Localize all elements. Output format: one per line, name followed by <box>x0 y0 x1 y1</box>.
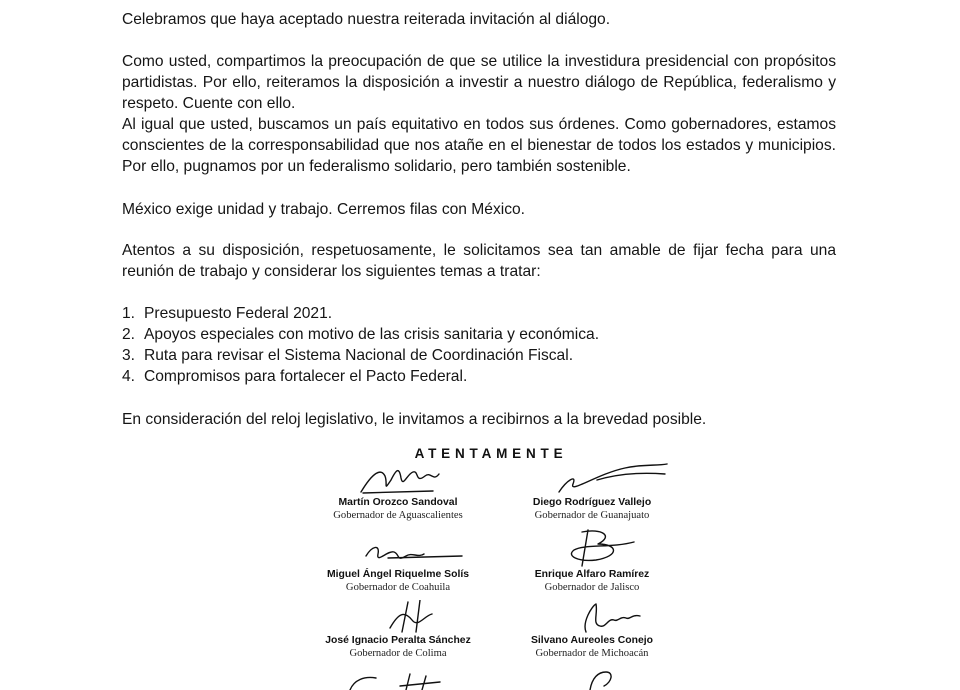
signature-scribble <box>328 536 468 568</box>
signatory-role: Gobernador de Jalisco <box>544 582 640 593</box>
list-item-text: Compromisos para fortalecer el Pacto Federal. <box>144 368 468 385</box>
signature-block <box>477 526 707 595</box>
list-item <box>122 324 836 345</box>
signatory-name: Enrique Alfaro Ramírez <box>534 569 650 580</box>
signatory-name: Martín Orozco Sandoval <box>338 497 458 508</box>
paragraph-request: Atentos a su disposición, respetuosamente, le solicitamos sea tan amable de fijar fecha para una reunión de trabajo y considerar los siguientes temas a tratar: <box>122 242 836 280</box>
signatory-role: Gobernador de Guanajuato <box>534 510 650 521</box>
list-item-number: 2. <box>122 326 136 343</box>
list-item-number: 4. <box>122 368 136 385</box>
list-item-number: 1. <box>122 305 136 322</box>
closing-heading: ATENTAMENTE <box>414 446 568 461</box>
list-item-text: Ruta para revisar el Sistema Nacional de Coordinación Fiscal. <box>144 347 574 364</box>
signatory-role: Gobernador de Colima <box>349 648 447 659</box>
signatory-role: Gobernador de Coahuila <box>345 582 451 593</box>
signatory-name: Miguel Ángel Riquelme Solís <box>326 569 470 580</box>
signature-scribble <box>328 600 468 634</box>
signature-scribble <box>507 462 677 496</box>
paragraph-concern-a: Como usted, compartimos la preocupación de que se utilice la investidura presidencial con propósitos partidistas. Por ello, reiteramos la disposición a investir a nuestro diálogo de República, federalismo y respeto. Cuente con ello. <box>122 53 836 112</box>
signature-scribble-partial <box>330 672 460 690</box>
signatory-name: José Ignacio Peralta Sánchez <box>325 635 471 646</box>
signatory-role: Gobernador de Michoacán <box>535 648 649 659</box>
paragraph-greeting: Celebramos que haya aceptado nuestra reiterada invitación al diálogo. <box>122 11 611 28</box>
list-item <box>122 345 836 366</box>
signatory-name: Silvano Aureoles Conejo <box>530 635 654 646</box>
list-item-text: Apoyos especiales con motivo de las crisis sanitaria y económica. <box>144 326 600 343</box>
signature-block <box>477 462 707 523</box>
paragraph-concern-b: Al igual que usted, buscamos un país equitativo en todos sus órdenes. Como gobernadores, estamos conscientes de la corresponsabilidad que nos atañe en el bienestar de todos los estados y municipios. Por ello, pugnamos por un federalismo solidario, pero también sostenible. <box>122 116 836 175</box>
topics-list <box>122 303 836 387</box>
paragraph-unity: México exige unidad y trabajo. Cerremos filas con México. <box>122 201 526 218</box>
signatory-name: Diego Rodríguez Vallejo <box>532 497 652 508</box>
signature-scribble <box>333 462 463 496</box>
signature-scribble-partial <box>540 668 660 690</box>
signature-scribble <box>522 526 662 568</box>
paragraph-concern <box>122 51 836 177</box>
list-item <box>122 303 836 324</box>
signatory-role: Gobernador de Aguascalientes <box>333 510 463 521</box>
list-item-number: 3. <box>122 347 136 364</box>
signature-block <box>477 600 707 661</box>
list-item-text: Presupuesto Federal 2021. <box>144 305 333 322</box>
list-item <box>122 366 836 387</box>
paragraph-closing: En consideración del reloj legislativo, le invitamos a recibirnos a la brevedad posible. <box>122 411 707 428</box>
signature-scribble <box>522 600 662 634</box>
